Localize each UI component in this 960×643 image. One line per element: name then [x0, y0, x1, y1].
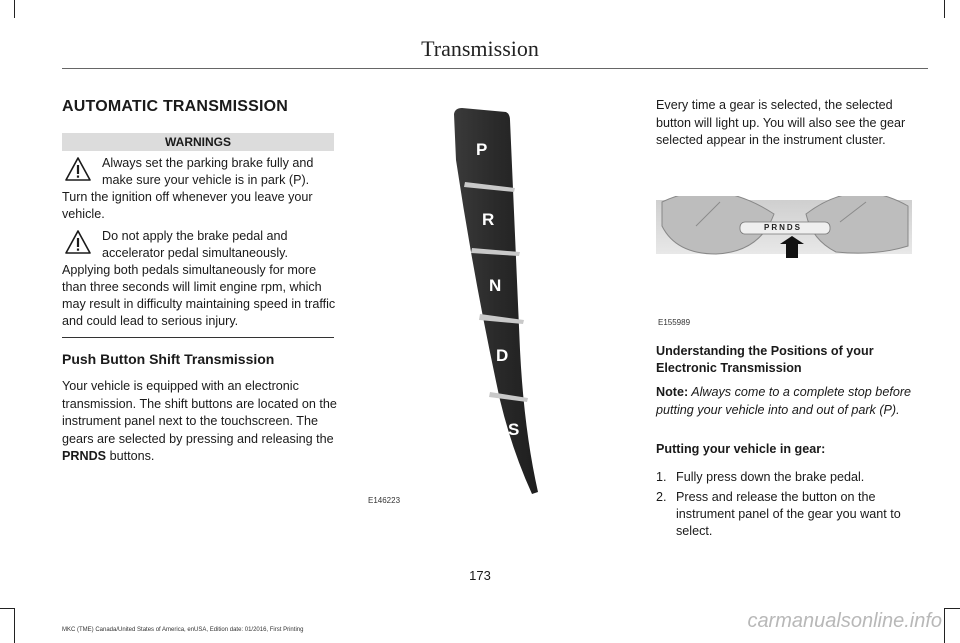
warning-1-line-2: make sure your vehicle is in park (P).	[102, 173, 310, 187]
page-title: Transmission	[421, 36, 539, 61]
warning-triangle-icon	[64, 156, 92, 182]
warning-2-rest: Applying both pedals simultaneously for more than three seconds will limit engine rpm, which may result in difficulty maintaining speed in traffic and could lead to serious injury.	[62, 263, 336, 328]
figure-id-shifter: E146223	[368, 496, 401, 505]
warning-2-line-1: Do not apply the brake pedal and	[102, 229, 288, 243]
edition-footer: MKC (TME) Canada/United States of America, enUSA, Edition date: 01/2016, First Printing	[62, 627, 304, 633]
list-item-text: Press and release the button on the instrument panel of the gear you want to select.	[676, 490, 901, 538]
positions-heading: Understanding the Positions of your Electronic Transmission	[656, 344, 874, 375]
prnds-bold: PRNDS	[62, 449, 107, 463]
intro-text: Your vehicle is equipped with an electronic transmission. The shift buttons are located on the instrument panel next to the touchscreen. The gears are selected by pressing and releasing the	[62, 379, 337, 446]
list-item-number: 2.	[656, 490, 667, 504]
gear-label-n: N	[489, 276, 502, 295]
gear-label-r: R	[482, 210, 495, 229]
crop-mark-top-left	[14, 0, 15, 18]
gear-label-s: S	[508, 420, 520, 439]
gear-label-p: P	[476, 140, 488, 159]
crop-mark-bottom-right-v	[944, 608, 945, 643]
crop-mark-bottom-left-v	[14, 608, 15, 643]
warnings-header: WARNINGS	[62, 133, 334, 151]
list-item-number: 1.	[656, 470, 667, 484]
warning-1-line-1: Always set the parking brake fully and	[102, 156, 314, 170]
gear-label-d: D	[496, 346, 509, 365]
section-title: AUTOMATIC TRANSMISSION	[62, 98, 289, 115]
list-item	[656, 489, 930, 541]
warnings-end-rule	[62, 337, 334, 338]
note-text: Always come to a complete stop before putting your vehicle into and out of park (P).	[656, 385, 912, 417]
warning-1-rest: Turn the ignition off whenever you leave your vehicle.	[62, 190, 313, 221]
note-paragraph	[656, 384, 926, 419]
intro-text-end: buttons.	[106, 449, 155, 463]
subsection-title: Push Button Shift Transmission	[62, 351, 275, 367]
crop-mark-bottom-left-h	[0, 608, 14, 609]
page-number: 173	[469, 568, 491, 583]
warning-triangle-icon	[64, 229, 92, 255]
header-rule	[62, 68, 928, 69]
right-intro-paragraph: Every time a gear is selected, the selected button will light up. You will also see the gear selected appear in the instrument cluster.	[656, 98, 906, 147]
list-item-text: Fully press down the brake pedal.	[676, 470, 865, 484]
crop-mark-top-right	[944, 0, 945, 18]
warning-2-line-2: accelerator pedal simultaneously.	[102, 246, 288, 260]
note-label: Note:	[656, 385, 689, 399]
crop-mark-bottom-right-h	[944, 608, 960, 609]
figure-id-cluster: E155989	[658, 318, 691, 327]
intro-paragraph	[62, 378, 338, 466]
cluster-prnds-text: PRNDS	[764, 223, 803, 232]
putting-in-gear-heading: Putting your vehicle in gear:	[656, 442, 826, 456]
list-item	[656, 469, 930, 489]
shift-button-panel-figure	[420, 100, 570, 520]
watermark: carmanualsonline.info	[747, 610, 942, 632]
